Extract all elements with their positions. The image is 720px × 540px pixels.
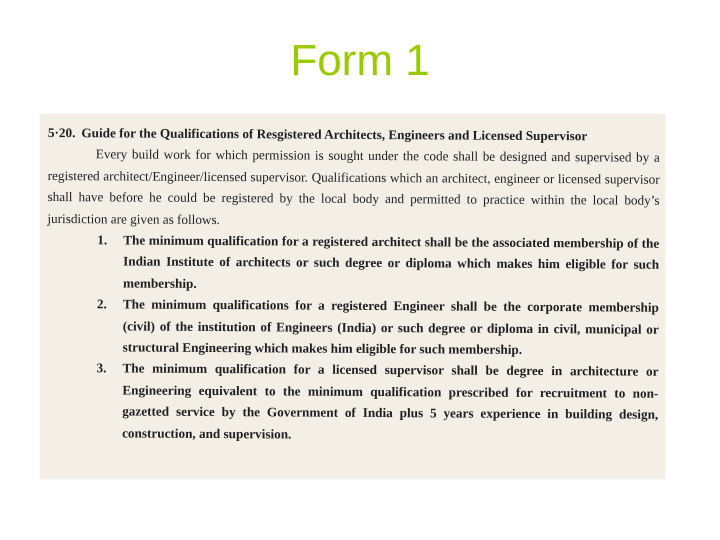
qualification-item-3: [46, 357, 659, 446]
item-marker: 1.: [97, 232, 108, 248]
item-text: The minimum qualifications for a registered Engineer shall be the corporate membership (civil) of the institution of Engineers (India) or such degree or diploma in civil, municipal or structural Engineering which makes him eligible for such membership.: [122, 296, 659, 357]
section-number: 5·20.: [47, 124, 76, 141]
slide-title: Form 1: [290, 36, 430, 85]
scanned-document: [40, 114, 665, 479]
item-marker: 3.: [96, 360, 107, 376]
section-heading-text: Guide for the Qualifications of Resgistered Architects, Engineers and Licensed Supervisor: [81, 125, 588, 144]
item-text: The minimum qualification for a registered architect shall be the associated membership of the Indian Institute of architects or such degree or diploma which makes him eligible for such membership.: [122, 232, 660, 291]
document-text: [46, 122, 660, 447]
qualification-item-2: [47, 293, 659, 361]
qualification-list: [46, 229, 659, 447]
item-text: The minimum qualification for a licensed supervisor shall be degree in architecture or Engineering equivalent to the minimum qualification prescribed for recruitment to non-gazetted service by the Government of India plus 5 years experience in building design, construction, and supervision.: [122, 360, 659, 442]
qualification-item-1: [47, 229, 659, 297]
item-marker: 2.: [96, 296, 107, 312]
intro-paragraph: Every build work for which permission is sought under the code shall be designed and supervised by a registered architect/Engineer/licensed supervisor. Qualifications which an architect, engineer or licensed supervisor shall have before he could be registered by the local body and permitted to practice within the local body’s jurisdiction are given as follows.: [47, 146, 660, 227]
